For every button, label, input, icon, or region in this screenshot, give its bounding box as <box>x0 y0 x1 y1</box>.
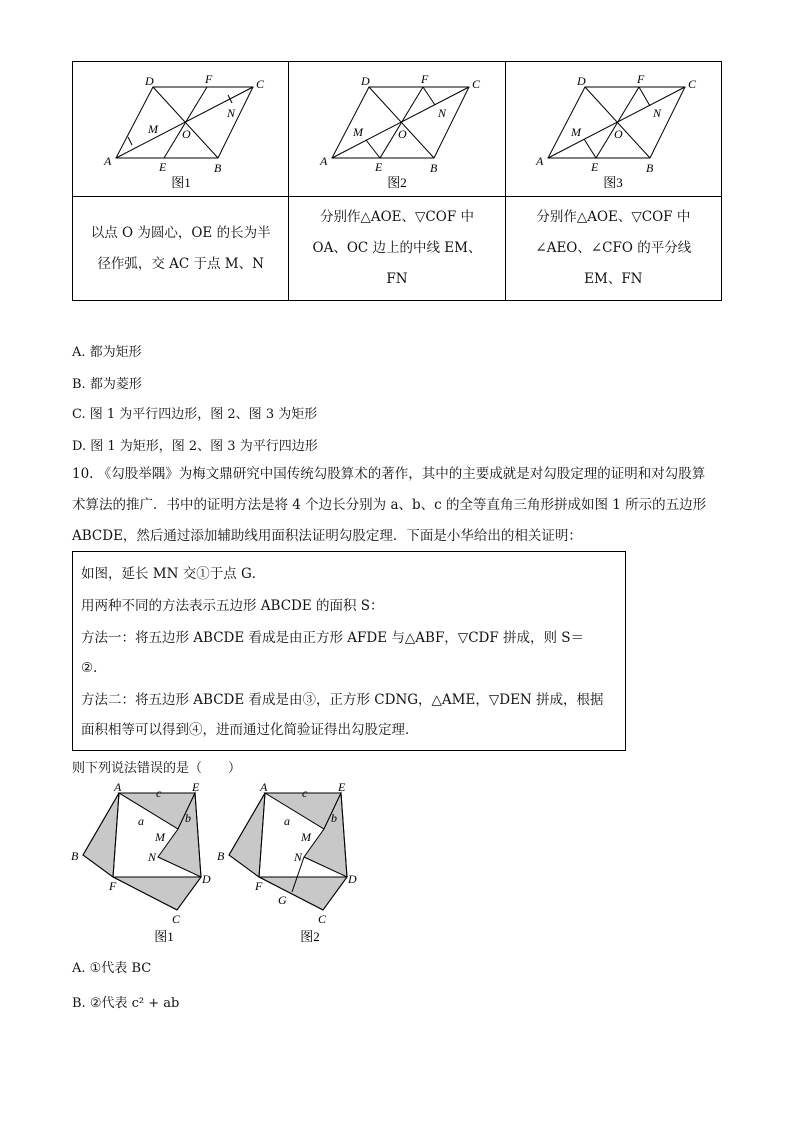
proof-line: ②． <box>81 660 107 676</box>
label-A: A <box>536 154 544 168</box>
label-E: E <box>338 780 346 794</box>
label-B: B <box>217 849 225 863</box>
label-M: M <box>352 125 363 139</box>
proof-line: 方法一：将五边形 ABCDE 看成是由正方形 AFDE 与△ABF，▽CDF 拼成，则 S＝ <box>81 630 585 646</box>
label-E: E <box>192 780 200 794</box>
proof-line: 面积相等可以得到④，进而通过化简验证得出勾股定理． <box>81 722 419 738</box>
label-c: c <box>156 786 162 800</box>
fig3-cell <box>505 62 721 197</box>
parallelogram-figure-1 <box>81 65 281 193</box>
label-D: D <box>202 872 211 886</box>
label-B: B <box>429 161 438 175</box>
fig3-caption: 图3 <box>603 175 624 190</box>
desc-line: 分别作△AOE、▽COF 中 <box>536 209 691 225</box>
label-O: O <box>614 127 623 141</box>
desc-line: 以点 O 为圆心，OE 的长为半 <box>90 224 271 241</box>
label-C: C <box>688 77 697 91</box>
label-D: D <box>577 74 586 88</box>
stem-line: ABCDE，然后通过添加辅助线用面积法证明勾股定理．下面是小华给出的相关证明： <box>72 528 582 544</box>
label-b: b <box>185 811 191 825</box>
fig1-description <box>73 197 289 301</box>
fig3-description <box>505 197 721 301</box>
label-A: A <box>114 780 122 794</box>
label-M: M <box>155 830 165 844</box>
fig1-caption: 图1 <box>170 175 191 190</box>
label-B: B <box>213 161 221 175</box>
q10-question: 则下列说法错误的是（ ） <box>72 761 242 776</box>
label-M: M <box>571 125 582 139</box>
proof-line: 用两种不同的方法表示五边形 ABCDE 的面积 S： <box>81 598 384 614</box>
label-a: a <box>138 814 144 828</box>
label-M: M <box>147 122 158 136</box>
label-C: C <box>318 912 327 926</box>
label-N: N <box>148 850 157 864</box>
fig2-description <box>289 197 505 301</box>
q9-option-c[interactable]: C. 图 1 为平行四边形，图 2、图 3 为矩形 <box>72 407 318 422</box>
label-O: O <box>181 127 191 141</box>
desc-line: ∠AEO、∠CFO 的平分线 <box>535 240 692 256</box>
fig2-caption: 图2 <box>300 929 320 944</box>
fig2-caption: 图2 <box>387 175 407 190</box>
q10-stem <box>72 459 732 552</box>
label-N: N <box>226 106 235 120</box>
proof-line: 方法二：将五边形 ABCDE 看成是由③，正方形 CDNG，△AME，▽DEN 拼成，根据 <box>81 692 604 708</box>
pentagon-figure-1 <box>71 780 211 944</box>
label-F: F <box>204 72 212 86</box>
label-M: M <box>301 830 311 844</box>
parallelogram-figure-3 <box>513 65 713 193</box>
label-N: N <box>437 106 446 120</box>
label-E: E <box>158 160 166 174</box>
proof-line: 如图，延长 MN 交①于点 G． <box>81 566 266 582</box>
label-C: C <box>172 912 181 926</box>
label-F: F <box>420 72 429 86</box>
label-G: G <box>278 893 287 907</box>
label-F: F <box>637 72 645 86</box>
label-A: A <box>319 154 328 168</box>
fig1-cell <box>73 62 289 197</box>
q9-option-d[interactable]: D. 图 1 为矩形，图 2、图 3 为平行四边形 <box>72 439 318 454</box>
label-A: A <box>260 780 268 794</box>
label-A: A <box>103 154 111 168</box>
fig2-cell <box>289 62 505 197</box>
label-N: N <box>653 106 662 120</box>
pentagon-figures <box>68 780 368 948</box>
label-B: B <box>646 161 654 175</box>
label-C: C <box>255 77 264 91</box>
label-F: F <box>109 879 117 893</box>
label-E: E <box>374 160 383 174</box>
parallelogram-figure-2 <box>297 65 497 193</box>
figure-table <box>72 61 722 301</box>
label-b: b <box>331 811 337 825</box>
stem-line: 术算法的推广．书中的证明方法是将 4 个边长分别为 a、b、c 的全等直角三角形拼成如图 1 所示的五边形 <box>72 497 707 513</box>
label-O: O <box>397 127 407 141</box>
label-N: N <box>294 850 303 864</box>
pentagon-figure-2 <box>217 780 357 944</box>
q10-option-b[interactable]: B. ②代表 c² + ab <box>72 996 180 1011</box>
desc-line: FN <box>386 271 408 287</box>
q10-option-a[interactable]: A. ①代表 BC <box>72 961 152 976</box>
label-a: a <box>284 814 290 828</box>
label-D: D <box>144 74 154 88</box>
label-E: E <box>591 160 599 174</box>
fig1-caption: 图1 <box>154 929 174 944</box>
label-F: F <box>255 879 263 893</box>
label-B: B <box>71 849 79 863</box>
q9-option-a[interactable]: A. 都为矩形 <box>72 345 142 360</box>
label-D: D <box>360 74 370 88</box>
desc-line: 径作弧，交 AC 于点 M、N <box>97 255 264 272</box>
q9-option-b[interactable]: B. 都为菱形 <box>72 377 142 392</box>
desc-line: 分别作△AOE、▽COF 中 <box>319 209 474 225</box>
label-c: c <box>302 786 308 800</box>
desc-line: EM、FN <box>584 271 643 287</box>
label-C: C <box>471 77 480 91</box>
label-D: D <box>348 872 357 886</box>
desc-line: OA、OC 边上的中线 EM、 <box>312 240 482 256</box>
stem-line: 10. 《勾股举隅》为梅文鼎研究中国传统勾股算术的著作，其中的主要成就是对勾股定理的证明和对勾股算 <box>72 466 706 482</box>
proof-box <box>72 551 626 751</box>
